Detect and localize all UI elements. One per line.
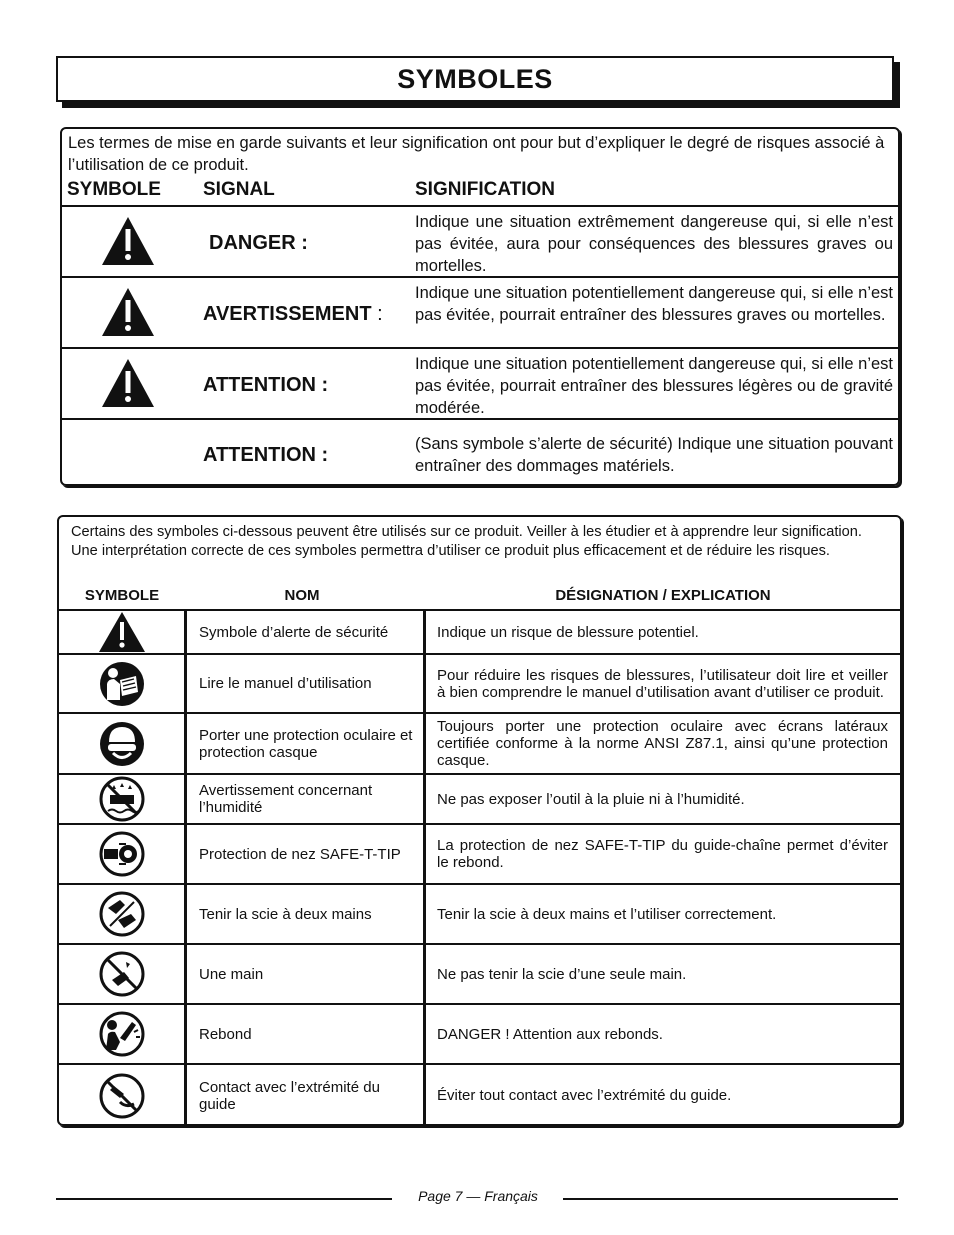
explanation-cell: Toujours porter une protection oculaire avec écrans latéraux certifiée conforme à la norme ANSI Z87.1, ainsi qu’une protection casque. — [437, 718, 888, 769]
symbol-cell — [59, 1065, 187, 1126]
name-cell: Une main — [187, 945, 426, 1003]
signal-description: Indique une situation extrêmement dangereuse qui, si elle n’est pas évitée, aura pour conséquences des blessures graves ou mortelles. — [415, 213, 893, 275]
signal-description: (Sans symbole s’alerte de sécurité) Indique une situation pouvant entraîner des dommages matériels. — [415, 435, 893, 475]
eye-head-protection-icon — [98, 720, 146, 768]
name-cell: Lire le manuel d’utilisation — [187, 655, 426, 712]
explanation-cell: Pour réduire les risques de blessures, l’utilisateur doit lire et veiller à bien comprendre le manuel d’utilisation avant d’utiliser ce produit. — [437, 666, 888, 701]
safe-t-tip-icon — [98, 830, 146, 878]
read-manual-icon — [98, 660, 146, 708]
table-row — [59, 1063, 900, 1126]
name-cell: Symbole d’alerte de sécurité — [187, 611, 426, 653]
header-signal: SIGNAL — [203, 179, 275, 200]
table-row — [59, 773, 900, 823]
symbol-cell — [59, 611, 187, 653]
table-row — [59, 609, 900, 653]
name-cell: Rebond — [187, 1005, 426, 1063]
warning-triangle-icon — [100, 286, 156, 338]
symbol-cell — [59, 775, 187, 823]
explanation-cell: Ne pas exposer l’outil à la pluie ni à l’humidité. — [437, 790, 745, 808]
header-nom: NOM — [284, 587, 320, 604]
table-row — [59, 712, 900, 773]
safety-alert-icon — [98, 611, 146, 653]
name-cell: Porter une protection oculaire et protection casque — [187, 714, 426, 773]
warning-triangle-icon — [100, 215, 156, 267]
explanation-cell: Ne pas tenir la scie d’une seule main. — [437, 965, 687, 983]
header-designation: DÉSIGNATION / EXPLICATION — [555, 587, 771, 604]
signal-word: ATTENTION : — [203, 444, 329, 466]
signal-word: DANGER : — [209, 232, 308, 254]
footer-rule-right — [563, 1198, 898, 1200]
signal-row-danger — [62, 205, 898, 276]
page-title-box — [56, 56, 894, 102]
explanation-cell: Indique un risque de blessure potentiel. — [437, 623, 699, 641]
name-cell: Tenir la scie à deux mains — [187, 885, 426, 943]
signal-word: ATTENTION : — [203, 374, 329, 396]
signal-row-attention — [62, 347, 898, 418]
symbol-cell — [59, 885, 187, 943]
page-title: SYMBOLES — [397, 63, 553, 94]
symbol-cell — [59, 655, 187, 712]
signal-words-box — [60, 127, 900, 486]
symbol-cell — [59, 1005, 187, 1063]
header-meaning: SIGNIFICATION — [415, 179, 556, 200]
signal-row-avertissement — [62, 276, 898, 347]
explanation-cell: DANGER ! Attention aux rebonds. — [437, 1025, 663, 1043]
table-row — [59, 1003, 900, 1063]
two-hands-icon — [98, 890, 146, 938]
header-symbole: SYMBOLE — [84, 587, 160, 604]
symbols-intro: Certains des symboles ci-dessous peuvent être utilisés sur ce produit. Veiller à les étudier et à apprendre leur signification. Une interprétation correcte de ces symboles permettra d’utiliser ce produit plus efficacement et de réduire les risques. — [71, 524, 862, 559]
symbol-cell — [59, 945, 187, 1003]
tip-contact-prohibited-icon — [98, 1072, 146, 1120]
wet-conditions-icon — [98, 775, 146, 823]
table-row — [59, 943, 900, 1003]
signal-row-attention-no-symbol — [62, 418, 898, 486]
name-cell: Avertissement concernant l’humidité — [187, 775, 426, 823]
page-footer: Page 7 — Français — [418, 1188, 538, 1204]
symbols-box — [57, 515, 902, 1126]
table-row — [59, 653, 900, 712]
table-row — [59, 883, 900, 943]
symbol-cell — [59, 825, 187, 883]
explanation-cell: Éviter tout contact avec l’extrémité du guide. — [437, 1087, 732, 1104]
signal-intro: Les termes de mise en garde suivants et leur signification ont pour but d’expliquer le degré de risques associé à l’utilisation de ce produit. — [68, 134, 885, 174]
explanation-cell: Tenir la scie à deux mains et l’utiliser correctement. — [437, 905, 777, 923]
explanation-cell: La protection de nez SAFE-T-TIP du guide-chaîne permet d’éviter le rebond. — [437, 837, 888, 871]
footer-rule-left — [56, 1198, 392, 1200]
name-cell: Contact avec l’extrémité du guide — [187, 1065, 426, 1126]
signal-word: AVERTISSEMENT : — [203, 303, 383, 325]
signal-description: Indique une situation potentiellement dangereuse qui, si elle n’est pas évitée, pourrait entraîner des blessures légères ou de gravité modérée. — [415, 355, 893, 417]
symbol-cell — [59, 714, 187, 773]
kickback-icon — [98, 1010, 146, 1058]
one-hand-prohibited-icon — [98, 950, 146, 998]
warning-triangle-icon — [100, 357, 156, 409]
header-symbol: SYMBOLE — [67, 179, 161, 200]
table-row — [59, 823, 900, 883]
name-cell: Protection de nez SAFE-T-TIP — [187, 825, 426, 883]
signal-description: Indique une situation potentiellement dangereuse qui, si elle n’est pas évitée, pourrait entraîner des blessures graves ou mortelles. — [415, 284, 893, 324]
